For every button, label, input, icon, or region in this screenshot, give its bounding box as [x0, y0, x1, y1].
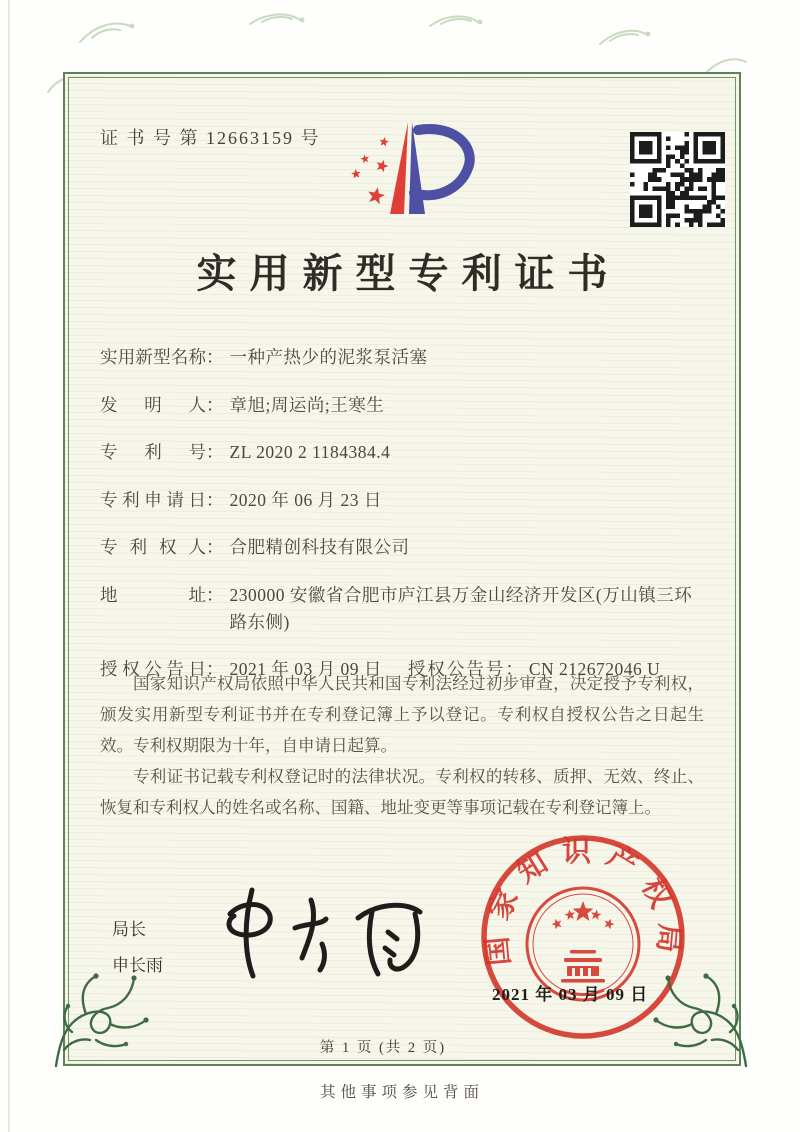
- seal-date: 2021 年 03 月 09 日: [492, 985, 649, 1004]
- paragraph-register-statement: 专利证书记载专利权登记时的法律状况。专利权的转移、质押、无效、终止、恢复和专利权人的姓名或名称、国籍、地址变更等事项记载在专利登记簿上。: [100, 767, 704, 817]
- corner-flourish-right: [650, 970, 752, 1070]
- field-row-inventors: [100, 392, 710, 419]
- certificate-title: 实用新型专利证书: [196, 251, 621, 296]
- field-value: 2020 年 06 月 23 日: [229, 489, 382, 510]
- director-signature-icon: [212, 876, 437, 984]
- field-colon: ：: [206, 537, 224, 557]
- field-label: 地址: [100, 584, 206, 605]
- field-value: 章旭;周运尚;王寒生: [229, 394, 385, 415]
- field-row-address: [100, 582, 710, 636]
- field-label: 授权公告日: [100, 659, 206, 679]
- svg-text:国家知识产权局: [480, 835, 686, 967]
- field-colon: ：: [505, 659, 523, 679]
- logo-p-curve: [414, 129, 470, 195]
- field-label: 授权公告号: [407, 659, 506, 679]
- field-colon: ：: [206, 347, 224, 367]
- field-label: 专利权人: [100, 537, 206, 557]
- qr-code: [630, 132, 725, 227]
- field-row-filing-date: [100, 487, 710, 514]
- field-label: 发明人: [100, 394, 206, 415]
- field-colon: ：: [206, 659, 224, 679]
- field-colon: ：: [206, 442, 224, 462]
- scan-edge-shadow: [8, 0, 10, 1132]
- field-value: 2021 年 03 月 09 日: [229, 659, 382, 679]
- paragraph-grant-statement: 国家知识产权局依照中华人民共和国专利法经过初步审查，决定授予专利权，颁发实用新型专利证书并在专利登记簿上予以登记。专利权自授权公告之日起生效。专利权期限为十年，自申请日起算。: [100, 674, 704, 755]
- field-value: 合肥精创科技有限公司: [229, 537, 410, 557]
- logo-stars: [351, 137, 389, 204]
- field-row-patentee: [100, 534, 710, 561]
- field-label: 实用新型名称: [100, 347, 206, 367]
- field-label: 专利号: [100, 442, 206, 462]
- field-row-name: [100, 344, 710, 371]
- field-colon: ：: [206, 394, 224, 415]
- field-label: 专利申请日: [100, 489, 206, 510]
- legal-paragraphs: [100, 668, 704, 823]
- back-side-note: 其他事项参见背面: [319, 1084, 484, 1101]
- certificate-number: 证 书 号 第 12663159 号: [100, 128, 321, 148]
- signer-name: 申长雨: [112, 956, 163, 975]
- field-value: 230000 安徽省合肥市庐江县万金山经济开发区(万山镇三环路东侧): [229, 584, 693, 632]
- field-value: 一种产热少的泥浆泵活塞: [229, 347, 428, 367]
- field-value: CN 212672046 U: [528, 659, 661, 679]
- corner-flourish-left: [50, 970, 152, 1070]
- seal-ring-text: 国家知识产权局: [480, 836, 686, 967]
- logo-tower: [390, 122, 425, 214]
- field-row-patent-number: [100, 439, 710, 466]
- page-number: 第 1 页 (共 2 页): [319, 1040, 447, 1056]
- cnipa-logo: [332, 112, 488, 236]
- field-colon: ：: [206, 489, 224, 510]
- field-colon: ：: [206, 584, 224, 605]
- signer-title: 局长: [112, 920, 146, 939]
- field-value: ZL 2020 2 1184384.4: [229, 442, 391, 462]
- certificate-fields: [100, 344, 710, 704]
